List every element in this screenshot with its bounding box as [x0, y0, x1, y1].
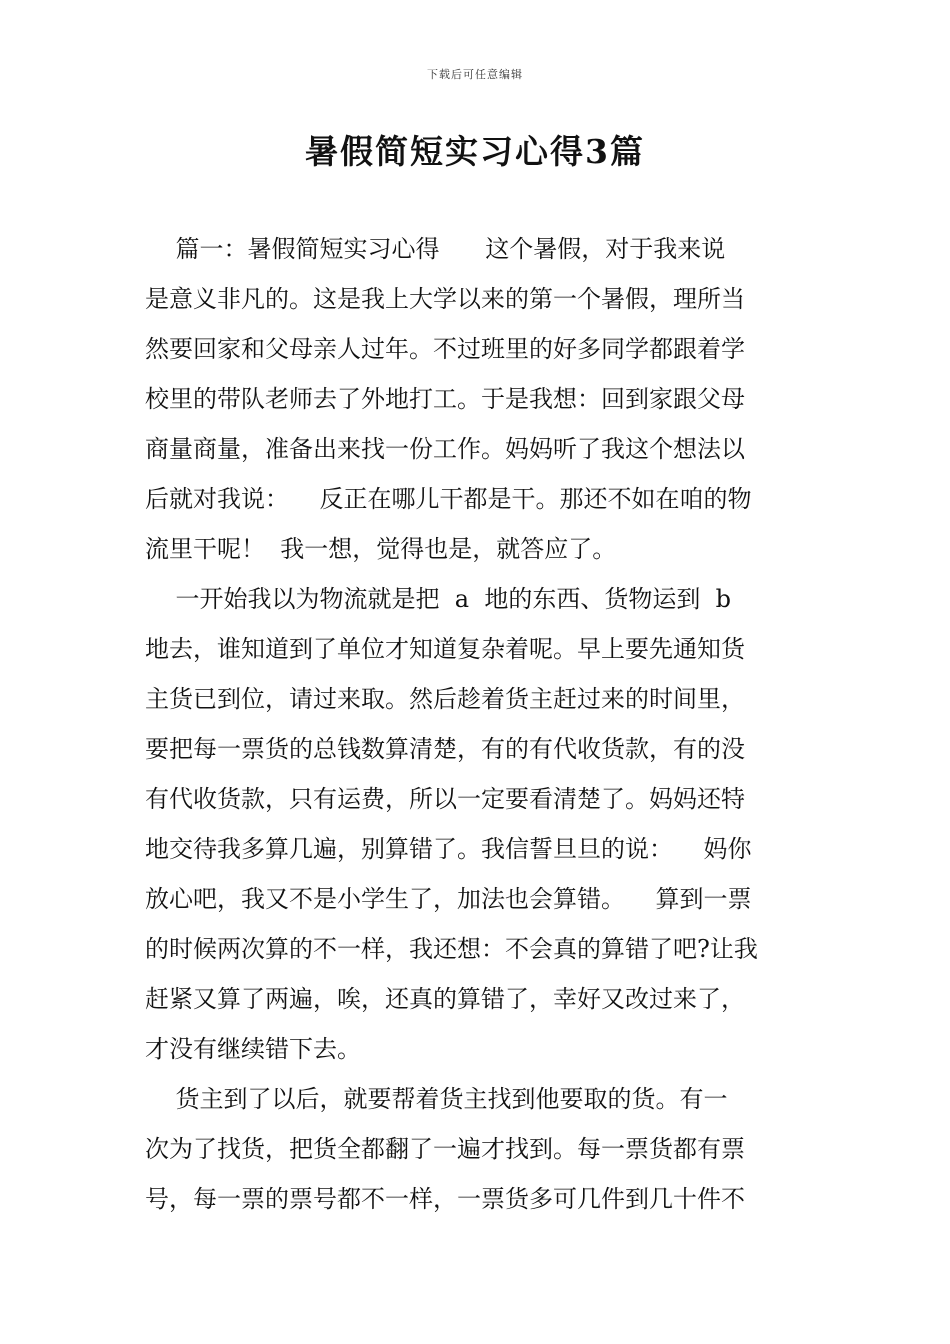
- text-line: 才没有继续错下去。: [145, 1035, 361, 1063]
- text-line: 赶紧又算了两遍，唉，还真的算错了，幸好又改过来了，: [145, 985, 745, 1013]
- text-line: 流里干呢！ 我一想，觉得也是，就答应了。: [145, 535, 617, 563]
- header-note: 下载后可任意编辑: [427, 68, 523, 81]
- text-line: 然要回家和父母亲人过年。不过班里的好多同学都跟着学: [145, 335, 745, 363]
- text-line: 一开始我以为物流就是把 a 地的东西、货物运到 b: [145, 585, 731, 613]
- text-line: 是意义非凡的。这是我上大学以来的第一个暑假，理所当: [145, 285, 745, 313]
- page-title: 暑假简短实习心得3篇: [305, 132, 645, 171]
- text-line: 地去，谁知道到了单位才知道复杂着呢。早上要先通知货: [145, 635, 745, 663]
- text-line: 后就对我说： 反正在哪儿干都是干。那还不如在咱的物: [145, 485, 752, 513]
- text-line: 次为了找货，把货全都翻了一遍才找到。每一票货都有票: [145, 1135, 745, 1163]
- text-line: 校里的带队老师去了外地打工。于是我想：回到家跟父母: [145, 385, 745, 413]
- text-line: 地交待我多算几遍，别算错了。我信誓旦旦的说： 妈你: [145, 835, 752, 863]
- text-line: 的时候两次算的不一样，我还想：不会真的算错了吧?让我: [145, 935, 758, 963]
- text-line: 有代收货款，只有运费，所以一定要看清楚了。妈妈还特: [145, 785, 745, 813]
- text-line: 商量商量，准备出来找一份工作。妈妈听了我这个想法以: [145, 435, 745, 463]
- text-line: 篇一：暑假简短实习心得 这个暑假，对于我来说: [145, 235, 726, 263]
- text-line: 放心吧，我又不是小学生了，加法也会算错。 算到一票: [145, 885, 752, 913]
- text-line: 号，每一票的票号都不一样，一票货多可几件到几十件不: [145, 1185, 745, 1213]
- text-line: 要把每一票货的总钱数算清楚，有的有代收货款，有的没: [145, 735, 745, 763]
- text-line: 主货已到位，请过来取。然后趁着货主赶过来的时间里，: [145, 685, 745, 713]
- document-body: [145, 224, 807, 1224]
- text-line: 货主到了以后，就要帮着货主找到他要取的货。有一: [145, 1085, 728, 1113]
